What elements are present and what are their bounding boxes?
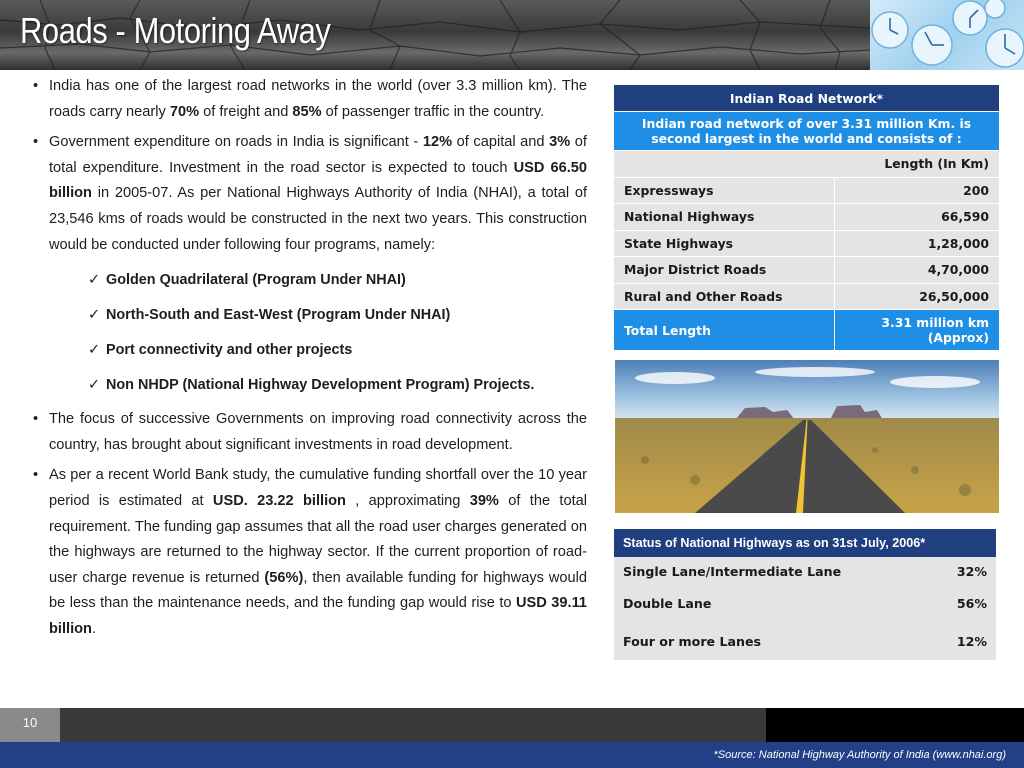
table-row [614, 177, 999, 204]
total-label: Total Length [614, 310, 834, 351]
table-subtitle: Indian road network of over 3.31 million Km. is second largest in the world and consists of : [614, 112, 999, 151]
highway-status-table [614, 529, 996, 660]
row-label: Rural and Other Roads [614, 283, 834, 310]
row-value: 26,50,000 [834, 283, 999, 310]
checkmark-icon: ✓ [88, 377, 101, 394]
row-value: 56% [931, 585, 996, 623]
checkmark-icon: ✓ [88, 272, 101, 289]
row-label: State Highways [614, 230, 834, 257]
header-banner [0, 0, 1024, 70]
page-title: Roads - Motoring Away [20, 10, 331, 51]
row-label: Expressways [614, 177, 834, 204]
program-item: ✓ Non NHDP (National Highway Development Program) Projects. [30, 372, 587, 398]
body-text [30, 74, 587, 648]
row-value: 1,28,000 [834, 230, 999, 257]
row-value: 200 [834, 177, 999, 204]
bullet-road-connectivity: • The focus of successive Governments on improving road connectivity across the country, has brought about significant investments in road development. [30, 407, 587, 458]
table-row [614, 257, 999, 284]
page-number: 10 [0, 708, 60, 742]
table-title: Indian Road Network* [614, 85, 999, 112]
row-label: Single Lane/Intermediate Lane [614, 557, 931, 585]
row-value: 12% [931, 623, 996, 661]
bullet-funding-shortfall: • As per a recent World Bank study, the cumulative funding shortfall over the 10 year period is estimated at USD. 23.22 billion , approximating 39% of the total requirement. The funding gap assumes that all the road user charges generated on the highways are returned to the highway sector. If the current proportion of road-user charge revenue is returned (56%), then available funding for highways would be less than the maintenance needs, and the funding gap would rise to USD 39.11 billion. [30, 463, 587, 642]
table-row [614, 585, 996, 623]
row-label: National Highways [614, 204, 834, 231]
row-label: Major District Roads [614, 257, 834, 284]
status-table-title: Status of National Highways as on 31st July, 2006* [614, 529, 996, 557]
footer-bar [0, 708, 1024, 742]
checkmark-icon: ✓ [88, 307, 101, 324]
table-header-blank [614, 151, 834, 178]
row-value: 4,70,000 [834, 257, 999, 284]
table-row [614, 230, 999, 257]
clock-icon [870, 0, 1024, 70]
row-label: Double Lane [614, 585, 931, 623]
table-row [614, 283, 999, 310]
row-value: 66,590 [834, 204, 999, 231]
column-header-length: Length (In Km) [834, 151, 999, 178]
bullet-government-expenditure: • Government expenditure on roads in India is significant - 12% of capital and 3% of total expenditure. Investment in the road sector is expected to touch USD 66.50 billion in 2005-07. As per National Highways Authority of India (NHAI), a total of 23,546 kms of roads would be constructed in the next two years. This construction would be conducted under following four programs, namely: [30, 130, 587, 258]
row-label: Four or more Lanes [614, 623, 931, 661]
source-note: *Source: National Highway Authority of India (www.nhai.org) [713, 749, 1006, 761]
total-value: 3.31 million km (Approx) [834, 310, 999, 351]
program-item: ✓ Port connectivity and other projects [30, 337, 587, 363]
road-network-table [614, 85, 999, 351]
bullet-road-network: • India has one of the largest road networks in the world (over 3.3 million km). The roads carry nearly 70% of freight and 85% of passenger traffic in the country. [30, 74, 587, 125]
source-bar [0, 742, 1024, 768]
row-value: 32% [931, 557, 996, 585]
program-item: ✓ North-South and East-West (Program Under NHAI) [30, 302, 587, 328]
footer-black-block [766, 708, 1024, 742]
highway-photo [615, 360, 999, 513]
program-item: ✓ Golden Quadrilateral (Program Under NHAI) [30, 267, 587, 293]
total-row [614, 310, 999, 351]
checkmark-icon: ✓ [88, 342, 101, 359]
clocks-image [870, 0, 1024, 70]
table-row [614, 204, 999, 231]
table-row [614, 557, 996, 585]
table-row [614, 623, 996, 661]
